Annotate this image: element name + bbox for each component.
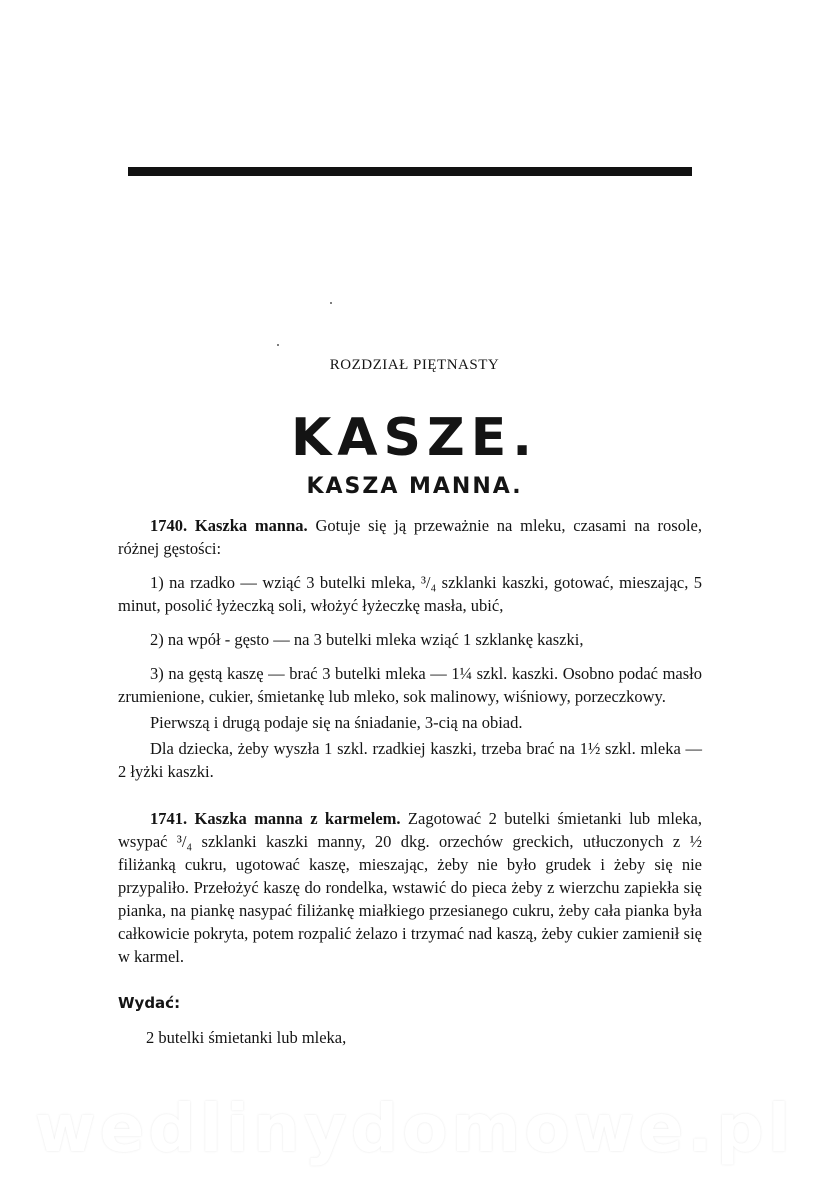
watermark: wedlinydomowe.pl (34, 1090, 795, 1167)
recipe-name: Kaszka manna. (194, 516, 308, 535)
variant-3: 3) na gęstą kaszę — brać 3 butelki mleka — 1¼ szkl. kaszki. Osobno podać masło zrumienione, cukier, śmietankę lub mleko, sok malinowy, wiśniowy, porzeczkowy. (118, 664, 702, 706)
speck (277, 344, 279, 346)
recipe-1741 (118, 807, 702, 968)
child-note: Dla dziecka, żeby wyszła 1 szkl. rzadkiej kaszki, trzeba brać na 1½ szkl. mleka — 2 łyżki kaszki. (118, 739, 702, 781)
recipe-instructions: Zagotować 2 butelki śmietanki lub mleka, wsypać ³/₄ szklanki kaszki manny, 20 dkg. orzechów greckich, utłuczonych z ½ filiżanką cukru, ugotować kaszę, mieszając, żeby nie było grudek i żeby się nie przypaliło. Przełożyć kaszę do rondelka, wstawić do pieca żeby z wierzchu zapiekła się pianka, na piankę nasypać filiżankę miałkiego przesianego cukru, żeby cała pianka była całkowicie pokryta, potem rozpalić żelazo i trzymać nad kaszą, żeby cukier zamienił się w karmel. (118, 809, 702, 966)
section-subtitle: KASZA MANNA. (306, 474, 523, 499)
recipe-1740-intro (118, 514, 702, 560)
recipe-text (118, 514, 702, 1049)
chapter-heading: ROZDZIAŁ PIĘTNASTY (329, 357, 500, 373)
recipe-number: 1740. (150, 516, 188, 535)
speck (330, 302, 332, 304)
variant-1: 1) na rzadko — wziąć 3 butelki mleka, ³/₄ szklanki kaszki, gotować, mieszając, 5 minut, posolić łyżeczką soli, włożyć łyżeczkę masła, ubić, (118, 573, 702, 615)
serve-heading: Wydać: (118, 994, 181, 1012)
page-title: KASZE. (291, 408, 538, 468)
variant-2: 2) na wpół - gęsto — na 3 butelki mleka wziąć 1 szklankę kaszki, (150, 630, 584, 649)
ingredient-line: 2 butelki śmietanki lub mleka, (146, 1028, 347, 1047)
header-rule (128, 167, 692, 176)
recipe-intro: Gotuje się ją przeważnie na mleku, czasami na rosole, różnej gęstości: (118, 516, 703, 558)
recipe-number: 1741. (150, 809, 188, 828)
serving-note: Pierwszą i drugą podaje się na śniadanie, 3-cią na obiad. (150, 713, 523, 732)
recipe-name: Kaszka manna z karmelem. (194, 809, 401, 828)
